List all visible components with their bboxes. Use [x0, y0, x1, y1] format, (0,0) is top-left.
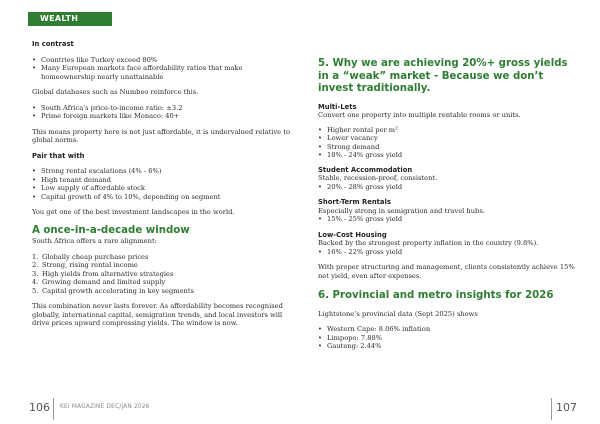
list-item: • Strong demand	[318, 143, 576, 152]
global-db-text: Global databases such as Numbeo reinforce this.	[32, 88, 199, 96]
closing-text: This combination never lasts forever. As affordability becomes recognised globally, international capital, semigration trends, and local investors will drive prices upward compressing yields. The window is now.	[32, 302, 283, 327]
contrast-list	[32, 56, 290, 82]
list-item: • Gauteng: 2.44%	[318, 342, 576, 351]
shortterm-list	[318, 215, 576, 224]
province-list	[318, 325, 576, 351]
pair-list	[32, 167, 290, 201]
list-item: • Capital growth of 4% to 10%, depending on segment	[32, 193, 290, 202]
window-heading: A once-in-a-decade window	[32, 224, 190, 236]
left-column	[32, 40, 290, 328]
publication-name: KEI MAGAZINE DEC/JAN 2026	[60, 404, 150, 410]
footer-divider	[53, 398, 54, 420]
right-page-number: 107	[556, 401, 577, 414]
list-item: • Higher rental per m²	[318, 126, 576, 135]
list-item: 3. High yields from alternative strategies	[32, 269, 174, 278]
list-item: • Strong rental escalations (4% - 6%)	[32, 167, 290, 176]
list-item: • Countries like Turkey exceed 80%	[32, 56, 290, 65]
list-item: 2. Strong, rising rental income	[32, 261, 138, 269]
student-title: Student Accommodation	[318, 165, 413, 174]
structuring-text: With proper structuring and management, clients consistently achieve 15% net yield, even after expenses.	[318, 263, 575, 280]
lowcost-desc: Backed by the strongest property inflation in the country (9.8%).	[318, 239, 539, 247]
section5-heading: 5. Why we are achieving 20%+ gross yields in a “weak” market - Because we don’t invest traditionally.	[318, 58, 568, 94]
student-desc: Stable, recession-proof, consistent.	[318, 174, 438, 182]
multilets-desc: Convert one property into multiple rentable rooms or units.	[318, 111, 521, 119]
means-text: This means property here is not just affordable, it is undervalued relative to global norms.	[32, 127, 290, 144]
student-list	[318, 183, 576, 192]
multilets-title: Multi-Lets	[318, 102, 357, 111]
list-item: • 18% - 24% gross yield	[318, 151, 576, 160]
lowcost-title: Low-Cost Housing	[318, 230, 387, 239]
section6-heading: 6. Provincial and metro insights for 2026	[318, 290, 554, 301]
shortterm-title: Short-Term Rentals	[318, 198, 391, 206]
list-item: 4. Growing demand and limited supply	[32, 278, 166, 286]
window-list	[32, 253, 290, 296]
list-item: • 20% - 28% gross yield	[318, 183, 576, 192]
left-page-number: 106	[29, 401, 50, 414]
contrast-heading: In contrast	[32, 40, 74, 48]
window-intro: South Africa offers a rare alignment:	[32, 237, 157, 245]
multilets-list	[318, 126, 576, 160]
list-item: • High tenant demand	[32, 176, 290, 185]
list-item: • 15% - 25% gross yield	[318, 215, 576, 224]
list-item: • Low supply of affordable stock	[32, 184, 290, 193]
list-item: 1. Globally cheap purchase prices	[32, 252, 149, 261]
list-item: • Lower vacancy	[318, 134, 576, 143]
list-item: • South Africa's price-to-income ratio: ±3.2	[32, 104, 290, 113]
list-item: • Many European markets face affordability ratios that make homeownership nearly unattainable	[32, 64, 290, 81]
list-item: • Prime foreign markets like Monaco: 40+	[32, 112, 290, 121]
pair-heading: Pair that with	[32, 151, 85, 160]
footer-divider	[551, 398, 552, 420]
section-tag: WEALTH	[28, 12, 112, 26]
lightstone-text: Lightstone’s provincial data (Sept 2025) shows	[318, 309, 478, 318]
shortterm-desc: Especially strong in semigration and travel hubs.	[318, 206, 485, 215]
list-item: • Limpopo: 7.88%	[318, 334, 576, 343]
list-item: 5. Capital growth accelerating in key segments	[32, 286, 194, 295]
ratio-list	[32, 104, 290, 121]
list-item: • 16% - 22% gross yield	[318, 248, 576, 257]
best-text: You get one of the best investment landscapes in the world.	[32, 208, 235, 216]
lowcost-list	[318, 248, 576, 257]
list-item: • Western Cape: 8.06% inflation	[318, 325, 576, 334]
right-column	[318, 40, 576, 351]
